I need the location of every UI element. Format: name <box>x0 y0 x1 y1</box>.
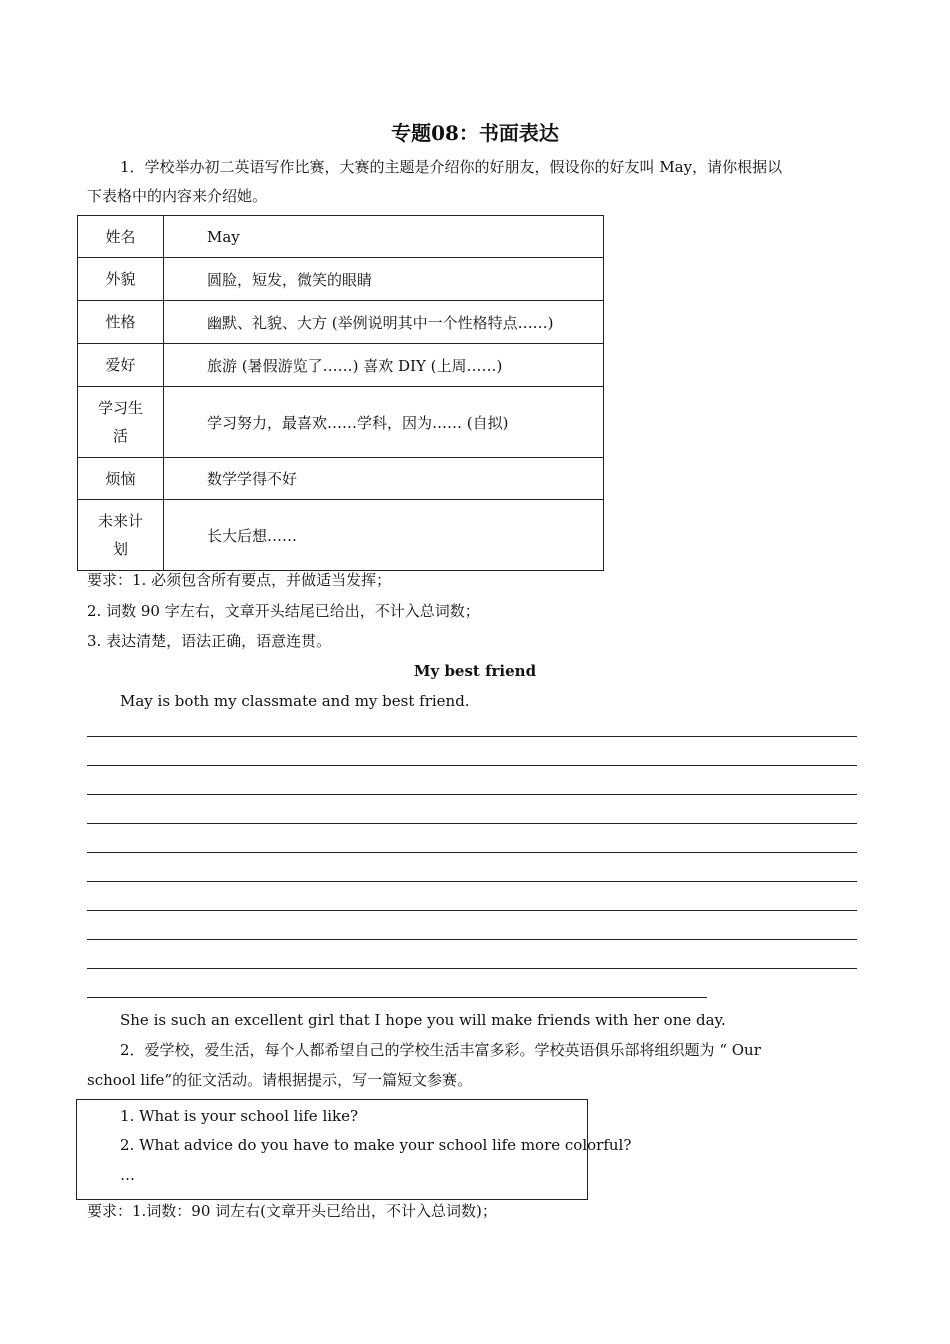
page-title: 专题08：书面表达 <box>391 121 559 145</box>
table-value: May <box>164 216 604 258</box>
essay-closing: She is such an excellent girl that I hope you will make friends with her one day. <box>120 1011 726 1029</box>
table-row <box>78 301 604 344</box>
table-row <box>78 258 604 301</box>
table-key: 爱好 <box>78 344 164 387</box>
q2-requirement: 要求：1.词数：90 词左右(文章开头已给出，不计入总词数)； <box>87 1202 497 1220</box>
table-value: 数学学得不好 <box>164 458 604 500</box>
q1-requirement-3: 3. 表达清楚，语法正确，语意连贯。 <box>87 632 332 650</box>
table-key: 姓名 <box>78 216 164 258</box>
q1-requirement-1: 要求：1. 必须包含所有要点，并做适当发挥； <box>87 571 392 589</box>
writing-line[interactable] <box>87 736 857 737</box>
writing-line[interactable] <box>87 852 857 853</box>
q1-intro-line2: 下表格中的内容来介绍她。 <box>87 187 268 205</box>
friend-info-table <box>77 215 604 571</box>
table-value: 幽默、礼貌、大方 (举例说明其中一个性格特点……) <box>164 301 604 344</box>
q1-requirement-2: 2. 词数 90 字左右，文章开头结尾已给出，不计入总词数； <box>87 602 480 620</box>
table-row <box>78 458 604 500</box>
q2-prompt-box <box>76 1099 632 1200</box>
table-row <box>78 387 604 458</box>
table-value: 旅游 (暑假游览了……) 喜欢 DIY (上周……) <box>164 344 604 387</box>
q2-prompt-3: … <box>120 1166 135 1184</box>
table-key: 外貌 <box>78 258 164 301</box>
table-key <box>78 500 164 571</box>
writing-line[interactable] <box>87 939 857 940</box>
table-value: 学习努力，最喜欢……学科，因为…… (自拟) <box>164 387 604 458</box>
q1-intro-line1: 1．学校举办初二英语写作比赛，大赛的主题是介绍你的好朋友，假设你的好友叫 May，请你根据以 <box>120 158 783 176</box>
q2-prompt-2: 2. What advice do you have to make your school life more colorful? <box>120 1136 632 1154</box>
table-row <box>78 500 604 571</box>
writing-line[interactable] <box>87 968 857 969</box>
table-row <box>78 216 604 258</box>
table-key <box>78 387 164 458</box>
q2-prompt-1: 1. What is your school life like? <box>120 1107 359 1125</box>
q2-intro-line1: 2．爱学校，爱生活，每个人都希望自己的学校生活丰富多彩。学校英语俱乐部将组织题为 “ Our <box>120 1041 761 1059</box>
table-value: 圆脸，短发，微笑的眼睛 <box>164 258 604 301</box>
q2-intro-line2: school life”的征文活动。请根据提示，写一篇短文参赛。 <box>87 1071 473 1089</box>
table-key-line: 活 <box>112 427 128 445</box>
writing-line[interactable] <box>87 794 857 795</box>
table-key: 烦恼 <box>78 458 164 500</box>
table-row <box>78 344 604 387</box>
table-key-line: 划 <box>112 540 128 558</box>
writing-line[interactable] <box>87 823 857 824</box>
writing-line[interactable] <box>87 997 707 998</box>
essay-opening: May is both my classmate and my best friend. <box>120 692 470 710</box>
table-value: 长大后想…… <box>164 500 604 571</box>
writing-line[interactable] <box>87 765 857 766</box>
table-key: 性格 <box>78 301 164 344</box>
writing-line[interactable] <box>87 881 857 882</box>
essay-title: My best friend <box>413 662 537 680</box>
table-key-line: 未来计 <box>97 512 143 530</box>
table-key-line: 学习生 <box>97 399 143 417</box>
writing-line[interactable] <box>87 910 857 911</box>
